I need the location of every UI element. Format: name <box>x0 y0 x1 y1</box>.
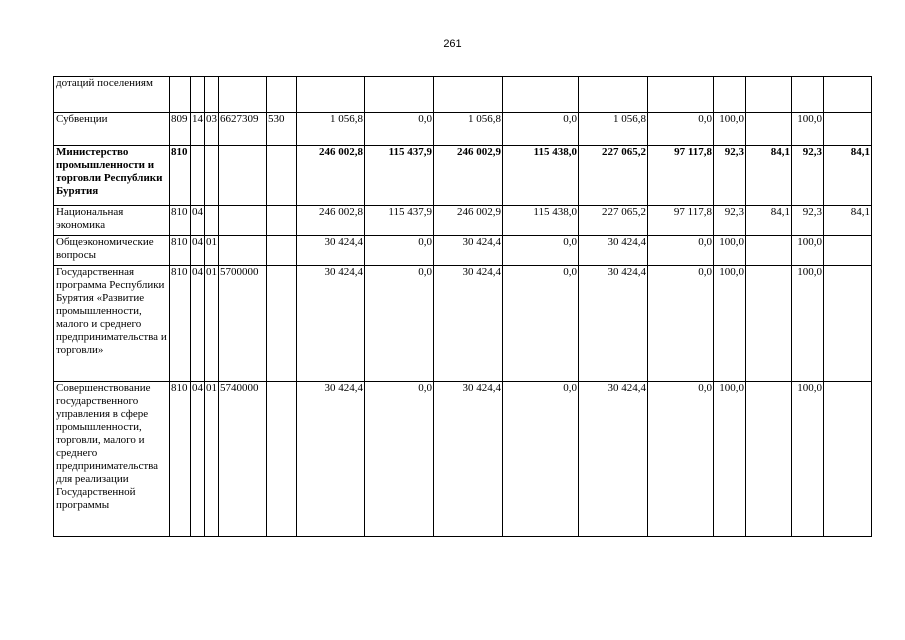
value-cell: 30 424,4 <box>297 236 365 266</box>
row-name-cell: Общеэкономические вопросы <box>54 236 170 266</box>
value-cell: 84,1 <box>746 206 792 236</box>
value-cell: 30 424,4 <box>297 382 365 537</box>
code-cell <box>267 146 297 206</box>
code-cell: 01 <box>205 266 219 382</box>
value-cell: 1 056,8 <box>297 113 365 146</box>
value-cell: 0,0 <box>503 113 579 146</box>
code-cell <box>267 77 297 113</box>
code-cell: 530 <box>267 113 297 146</box>
value-cell: 115 437,9 <box>365 146 434 206</box>
code-cell <box>219 77 267 113</box>
value-cell <box>824 236 872 266</box>
code-cell: 810 <box>170 146 191 206</box>
table-row <box>54 113 872 146</box>
value-cell: 0,0 <box>503 236 579 266</box>
value-cell: 115 438,0 <box>503 146 579 206</box>
value-cell: 0,0 <box>648 382 714 537</box>
value-cell: 115 437,9 <box>365 206 434 236</box>
value-cell <box>746 382 792 537</box>
code-cell <box>219 206 267 236</box>
value-cell: 0,0 <box>365 266 434 382</box>
value-cell: 100,0 <box>714 382 746 537</box>
code-cell: 01 <box>205 236 219 266</box>
value-cell: 92,3 <box>714 146 746 206</box>
code-cell <box>191 146 205 206</box>
value-cell: 30 424,4 <box>579 382 648 537</box>
code-cell: 04 <box>191 236 205 266</box>
value-cell: 246 002,9 <box>434 146 503 206</box>
value-cell: 100,0 <box>792 382 824 537</box>
value-cell: 30 424,4 <box>579 266 648 382</box>
value-cell <box>579 77 648 113</box>
value-cell <box>746 113 792 146</box>
table-row <box>54 266 872 382</box>
row-name-cell: Субвенции <box>54 113 170 146</box>
code-cell: 03 <box>205 113 219 146</box>
value-cell <box>824 382 872 537</box>
value-cell: 92,3 <box>714 206 746 236</box>
code-cell: 04 <box>191 206 205 236</box>
table-row <box>54 236 872 266</box>
value-cell: 84,1 <box>746 146 792 206</box>
value-cell: 30 424,4 <box>579 236 648 266</box>
code-cell <box>267 236 297 266</box>
code-cell: 810 <box>170 382 191 537</box>
value-cell: 0,0 <box>648 266 714 382</box>
code-cell <box>219 146 267 206</box>
code-cell <box>205 206 219 236</box>
value-cell: 0,0 <box>503 266 579 382</box>
value-cell <box>714 77 746 113</box>
value-cell: 0,0 <box>365 113 434 146</box>
table-row <box>54 146 872 206</box>
code-cell: 14 <box>191 113 205 146</box>
row-name-cell: Совершенствование государственного управления в сфере промышленности, торговли, малого и среднего предпринимательства для реализации Государственной программы <box>54 382 170 537</box>
value-cell: 97 117,8 <box>648 206 714 236</box>
value-cell: 115 438,0 <box>503 206 579 236</box>
row-name-cell: Национальная экономика <box>54 206 170 236</box>
value-cell <box>746 77 792 113</box>
row-name-cell: Министерство промышленности и торговли Республики Бурятия <box>54 146 170 206</box>
value-cell: 0,0 <box>365 382 434 537</box>
table-row <box>54 77 872 113</box>
value-cell: 97 117,8 <box>648 146 714 206</box>
value-cell <box>297 77 365 113</box>
code-cell: 809 <box>170 113 191 146</box>
value-cell <box>824 77 872 113</box>
value-cell: 100,0 <box>714 236 746 266</box>
value-cell: 227 065,2 <box>579 146 648 206</box>
value-cell: 0,0 <box>648 236 714 266</box>
value-cell <box>824 113 872 146</box>
value-cell <box>434 77 503 113</box>
code-cell <box>205 146 219 206</box>
value-cell: 92,3 <box>792 146 824 206</box>
value-cell: 84,1 <box>824 206 872 236</box>
value-cell: 30 424,4 <box>434 382 503 537</box>
code-cell: 6627309 <box>219 113 267 146</box>
table-row <box>54 382 872 537</box>
value-cell <box>746 236 792 266</box>
code-cell: 810 <box>170 236 191 266</box>
code-cell <box>205 77 219 113</box>
value-cell <box>648 77 714 113</box>
code-cell: 01 <box>205 382 219 537</box>
value-cell: 92,3 <box>792 206 824 236</box>
value-cell: 30 424,4 <box>297 266 365 382</box>
value-cell <box>792 77 824 113</box>
code-cell <box>267 266 297 382</box>
code-cell: 04 <box>191 382 205 537</box>
code-cell: 5740000 <box>219 382 267 537</box>
code-cell <box>219 236 267 266</box>
value-cell: 0,0 <box>503 382 579 537</box>
value-cell: 246 002,8 <box>297 146 365 206</box>
code-cell: 810 <box>170 266 191 382</box>
code-cell: 810 <box>170 206 191 236</box>
value-cell <box>746 266 792 382</box>
code-cell: 04 <box>191 266 205 382</box>
row-name-cell: дотаций поселениям <box>54 77 170 113</box>
value-cell: 246 002,9 <box>434 206 503 236</box>
code-cell <box>267 206 297 236</box>
value-cell <box>824 266 872 382</box>
code-cell: 5700000 <box>219 266 267 382</box>
value-cell: 100,0 <box>792 113 824 146</box>
value-cell: 100,0 <box>792 236 824 266</box>
page-number: 261 <box>443 38 462 50</box>
code-cell <box>170 77 191 113</box>
value-cell: 30 424,4 <box>434 266 503 382</box>
value-cell: 100,0 <box>792 266 824 382</box>
value-cell: 30 424,4 <box>434 236 503 266</box>
value-cell: 1 056,8 <box>579 113 648 146</box>
value-cell: 246 002,8 <box>297 206 365 236</box>
value-cell: 227 065,2 <box>579 206 648 236</box>
value-cell <box>365 77 434 113</box>
value-cell: 100,0 <box>714 113 746 146</box>
code-cell <box>191 77 205 113</box>
row-name-cell: Государственная программа Республики Бурятия «Развитие промышленности, малого и среднего предпринимательства и торговли» <box>54 266 170 382</box>
table-row <box>54 206 872 236</box>
budget-table <box>53 76 872 537</box>
value-cell: 0,0 <box>648 113 714 146</box>
code-cell <box>267 382 297 537</box>
value-cell: 1 056,8 <box>434 113 503 146</box>
value-cell <box>503 77 579 113</box>
value-cell: 0,0 <box>365 236 434 266</box>
value-cell: 100,0 <box>714 266 746 382</box>
value-cell: 84,1 <box>824 146 872 206</box>
